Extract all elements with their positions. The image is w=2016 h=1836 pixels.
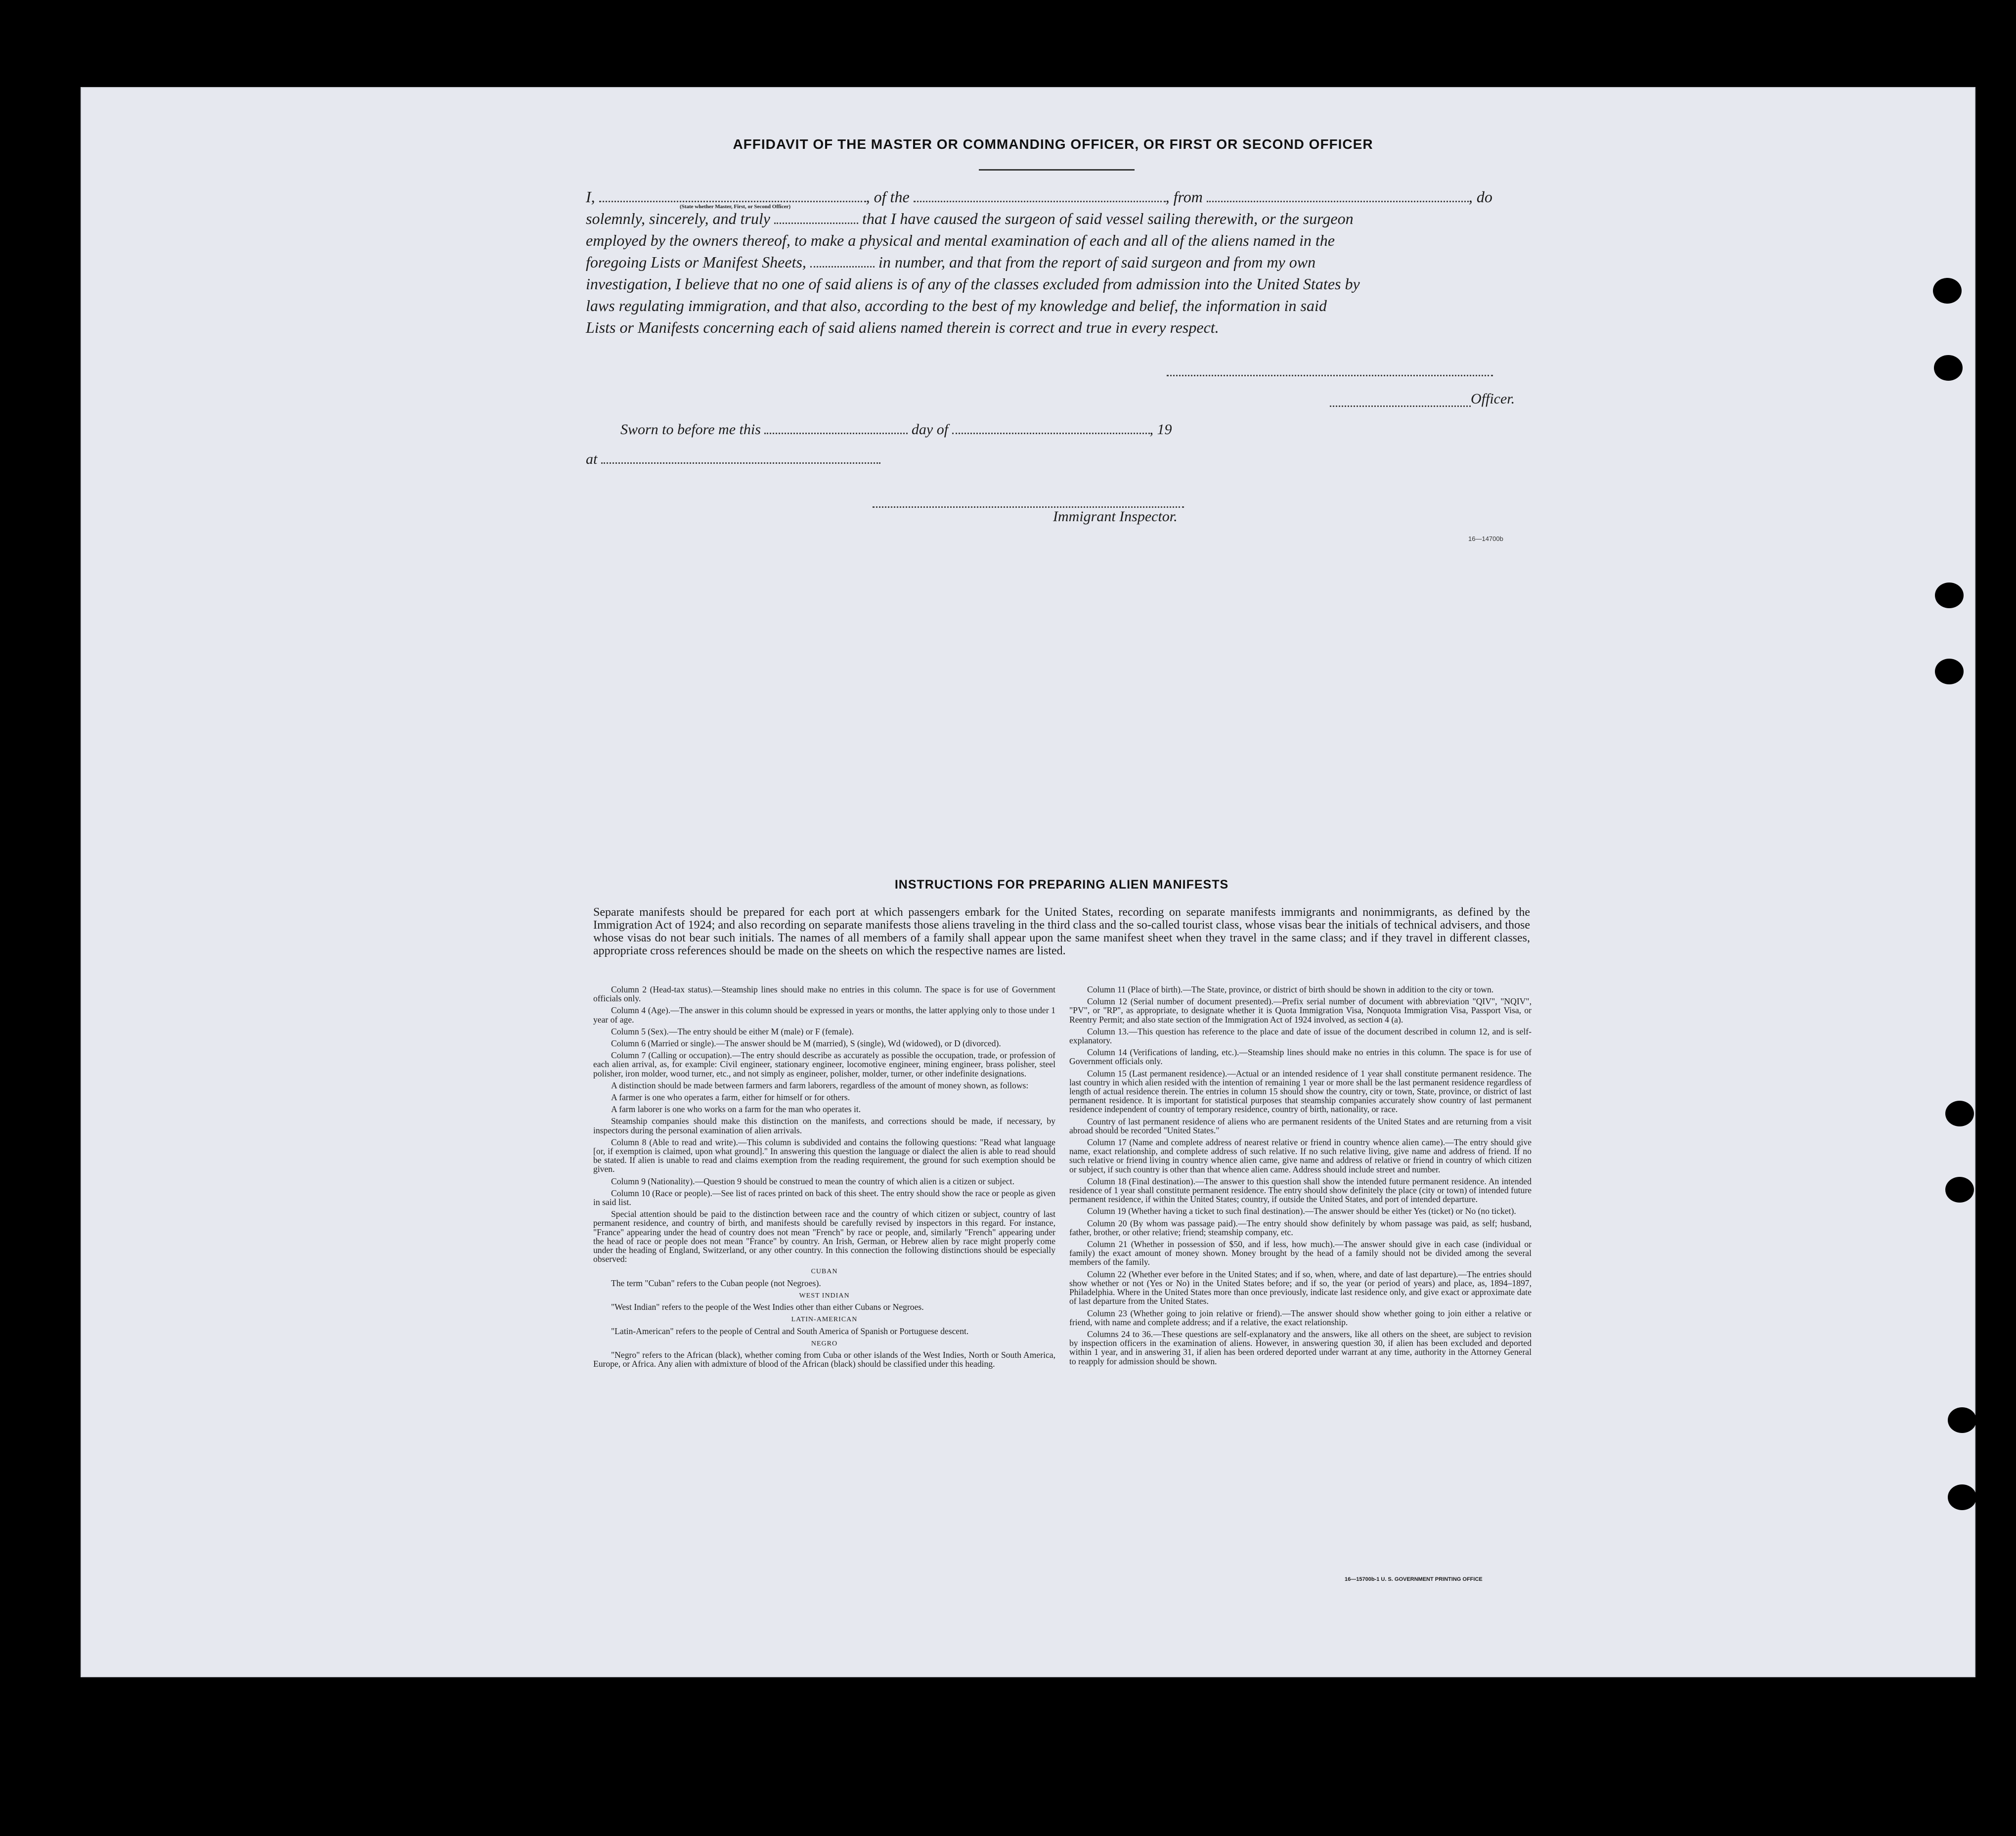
instructions-right-column: Column 11 (Place of birth).—The State, province, or district of birth should be shown in addition to the city or town. Column 12 (Serial number of document presented).—Prefix serial number of document with abbreviation "QIV", "NQIV", "PV", or "RP", as appropriate, to designate whether it is Quota Immigration Visa, Nonquota Immigration Visa, Passport Visa, or Reentry Permit; and also state section of the Immigration Act of 1924 involved, as section 4 (a). Column 13.—This question has reference to the place and date of issue of the document described in column 12, and is self-explanatory. Column 14 (Verifications of landing, etc.).—Steamship lines should make no entries in this column. The space is for use of Government officials only. Column 15 (Last permanent residence).—Actual or an intended residence of 1 year shall constitute permanent residence. The last country in which alien resided with the intention of remaining 1 year or more shall be the last permanent residence regardless of length of actual residence therein. The entries in column 15 should show the country, city or town, State, province, or district of last permanent residence. It is important for statistical purposes that steamship companies accurately show country of last permanent residence independent of country of temporary residence, country of birth, nationality, or race. Country of last permanent residence of aliens who are permanent residents of the United States and are returning from a visit abroad should be recorded "United States." Column 17 (Name and complete address of nearest relative or friend in country whence alien came).—The entry should give name, exact relationship, and complete address of such relative. If no such relative living, give name and address of friend. If no such relative or friend living in country whence alien came, give name and address of relative or friend in country of which citizen or subject, if such country is other than that whence alien came. Address should include street and number. Column 18 (Final destination).—The answer to this question shall show the intended future permanent residence. An intended residence of 1 year shall constitute permanent residence. The entry should show definitely the place (city or town) of intended future permanent residence, if within the United States; country, if outside the United States, and port of intended departure. Column 19 (Whether having a ticket to such final destination).—The answer should be either Yes (ticket) or No (no ticket). Column 20 (By whom was passage paid).—The entry should show definitely by whom passage was paid, as self; husband, father, brother, or other relative; friend; steamship company, etc. Column 21 (Whether in possession of $50, and if less, how much).—The answer should give in each case (individual or family) the exact amount of money shown. Money brought by the head of a family should not be divided among the several members of the family. Column 22 (Whether ever before in the United States; and if so, when, where, and date of last departure).—The entries should show whether or not (Yes or No) in the United States before; and if so, the year (or period of years) and place, as, 1894–1897, Philadelphia. Where in the United States more than once previously, indicate last residence only, and give exact or approximate date of last departure from the United States. Column 23 (Whether going to join relative or friend).—The answer should show whether going to join either a relative or friend, with name and complete address; and if a relative, the exact relationship. Columns 24 to 36.—These questions are self-explanatory and the answers, like all others on the sheet, are subject to revision by inspection officers in the examination of aliens. However, in answering question 30, if alien has been excluded and deported within 1 year, and in answering 31, if alien has been ordered deported under warrant at any time, authority in the Attorney General to reapply for admission should be shown. bbox=[1069, 985, 1532, 1366]
latin-american-heading: LATIN-AMERICAN bbox=[791, 1316, 858, 1324]
cuban-heading: CUBAN bbox=[811, 1268, 838, 1276]
officer-label: Officer. bbox=[1471, 391, 1515, 407]
punch-hole bbox=[1945, 1177, 1974, 1203]
punch-hole bbox=[1948, 1484, 1976, 1510]
instructions-intro: Separate manifests should be prepared for each port at which passengers embark for the United States, recording on separate manifests immigrants and nonimmigrants, as defined by the Immigration Act of 1924; and also recording on separate manifests those aliens traveling in the third class and the so-called tourist class, whose visas bear the initials of technical advisers, and those whose visas do not bear such initials. The names of all members of a family shall appear upon the same manifest sheet when they travel in the same class; and if they travel in different classes, appropriate cross references should be made on the sheets on which the respective names are listed. bbox=[593, 906, 1530, 957]
state-note: (State whether Master, First, or Second Officer) bbox=[680, 204, 791, 210]
punch-hole bbox=[1945, 1101, 1974, 1126]
sworn-day-blank[interactable] bbox=[764, 422, 908, 434]
instructions-heading: INSTRUCTIONS FOR PREPARING ALIEN MANIFESTS bbox=[894, 878, 1229, 892]
oath-blank[interactable] bbox=[774, 212, 858, 224]
sworn-line: Sworn to before me this day of , 19 bbox=[620, 421, 1172, 438]
sworn-month-blank[interactable] bbox=[952, 422, 1150, 434]
punch-hole bbox=[1933, 278, 1962, 304]
punch-hole bbox=[1948, 1407, 1976, 1433]
port-blank[interactable] bbox=[1207, 190, 1469, 202]
at-line: at bbox=[586, 451, 880, 468]
inspector-line[interactable] bbox=[873, 505, 1184, 508]
signature-line[interactable] bbox=[1167, 374, 1493, 376]
punch-hole bbox=[1935, 582, 1964, 608]
form-code: 16—14700b bbox=[1468, 535, 1503, 542]
officer-line[interactable] bbox=[1330, 404, 1471, 407]
heading-rule bbox=[979, 169, 1135, 171]
inspector-label: Immigrant Inspector. bbox=[1053, 508, 1178, 525]
count-blank[interactable] bbox=[810, 255, 875, 268]
negro-heading: NEGRO bbox=[811, 1340, 838, 1347]
west-indian-heading: WEST INDIAN bbox=[799, 1292, 850, 1299]
vessel-blank[interactable] bbox=[914, 190, 1166, 202]
affidavit-heading: AFFIDAVIT OF THE MASTER OR COMMANDING OFFICER, OR FIRST OR SECOND OFFICER bbox=[733, 136, 1373, 152]
instructions-left-column: Column 2 (Head-tax status).—Steamship lines should make no entries in this column. The space is for use of Government officials only. Column 4 (Age).—The answer in this column should be expressed in years or months, the latter applying only to those under 1 year of age. Column 5 (Sex).—The entry should be either M (male) or F (female). Column 6 (Married or single).—The answer should be M (married), S (single), Wd (widowed), or D (divorced). Column 7 (Calling or occupation).—The entry should describe as accurately as possible the occupation, trade, or profession of each alien arrival, as, for example: Civil engineer, stationary engineer, locomotive engineer, mining engineer, brass polisher, steel polisher, iron molder, wood turner, etc., and not simply as engineer, polisher, molder, turner, or other indefinite designations. A distinction should be made between farmers and farm laborers, regardless of the amount of money shown, as follows: A farmer is one who operates a farm, either for himself or for others. A farm laborer is one who works on a farm for the man who operates it. Steamship companies should make this distinction on the manifests, and corrections should be made, if necessary, by inspectors during the personal examination of alien arrivals. Column 8 (Able to read and write).—This column is subdivided and contains the following questions: "Read what language [or, if exemption is claimed, upon what ground]." In answering this question the language or dialect the alien is able to read should be stated. If alien is unable to read and claims exemption from the reading requirement, the ground for such exemption should be given. Column 9 (Nationality).—Question 9 should be construed to mean the country of which alien is a citizen or subject. Column 10 (Race or people).—See list of races printed on back of this sheet. The entry should show the race or people as given in said list. Special attention should be paid to the distinction between race and the country of which citizen or subject, country of last permanent residence, and country of birth, and manifests should be carefully revised by inspectors in this regard. For instance, "France" appearing under the head of country does not mean "French" by race or people, and, similarly "French" appearing under the head of race or people does not mean "France" by country. An Irish, German, or Hebrew alien by race might properly come under the heading of England, Switzerland, or any other country. In this connection the following distinctions should be especially observed: CUBAN The term "Cuban" refers to the Cuban people (not Negroes). WEST INDIAN "West Indian" refers to the people of the West Indies other than either Cubans or Negroes. LATIN-AMERICAN "Latin-American" refers to the people of Central and South America of Spanish or Portuguese descent. NEGRO "Negro" refers to the African (black), whether coming from Cuba or other islands of the West Indies, North or South America, Europe, or Africa. Any alien with admixture of blood of the African (black) should be classified under this heading. bbox=[593, 985, 1055, 1369]
printing-office-footer: 16—15700b-1 U. S. GOVERNMENT PRINTING OFFICE bbox=[1345, 1576, 1483, 1582]
at-blank[interactable] bbox=[601, 451, 880, 464]
punch-hole bbox=[1935, 659, 1964, 684]
punch-hole bbox=[1934, 355, 1963, 381]
name-blank[interactable] bbox=[599, 190, 866, 202]
